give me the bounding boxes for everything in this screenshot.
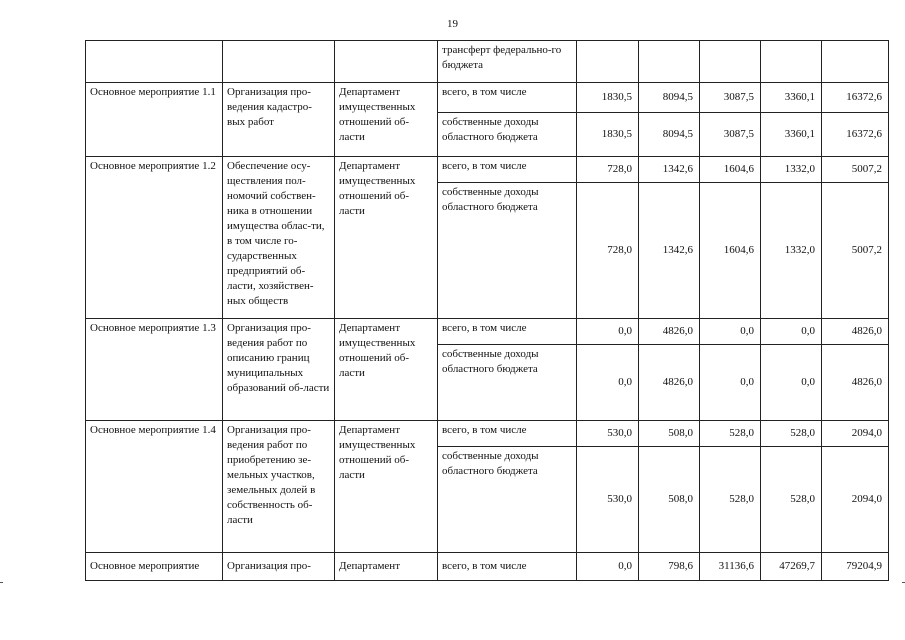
scan-edge-mark-left bbox=[0, 582, 3, 583]
value-cell: 0,0 bbox=[700, 345, 761, 421]
event-executor: Департамент имущественных отношений об-ласти bbox=[335, 319, 438, 421]
value-cell: 4826,0 bbox=[639, 345, 700, 421]
funding-source: всего, в том числе bbox=[438, 421, 577, 447]
value-cell: 3087,5 bbox=[700, 83, 761, 113]
page-number: 19 bbox=[447, 18, 458, 30]
event-title: Основное мероприятие bbox=[86, 553, 223, 581]
value-cell: 31136,6 bbox=[700, 553, 761, 581]
table-cell bbox=[700, 41, 761, 83]
funding-source: всего, в том числе bbox=[438, 553, 577, 581]
value-cell: 528,0 bbox=[761, 447, 822, 553]
value-cell: 508,0 bbox=[639, 421, 700, 447]
table-cell bbox=[822, 41, 889, 83]
value-cell: 728,0 bbox=[577, 183, 639, 319]
value-cell: 528,0 bbox=[761, 421, 822, 447]
funding-source: собственные доходы областного бюджета bbox=[438, 447, 577, 553]
value-cell: 5007,2 bbox=[822, 157, 889, 183]
event-name: Организация про-ведения кадастро-вых работ bbox=[223, 83, 335, 157]
value-cell: 728,0 bbox=[577, 157, 639, 183]
value-cell: 16372,6 bbox=[822, 83, 889, 113]
value-cell: 4826,0 bbox=[822, 319, 889, 345]
funding-source: собственные доходы областного бюджета bbox=[438, 345, 577, 421]
value-cell: 530,0 bbox=[577, 421, 639, 447]
event-executor: Департамент bbox=[335, 553, 438, 581]
value-cell: 1332,0 bbox=[761, 157, 822, 183]
event-executor: Департамент имущественных отношений об-ласти bbox=[335, 157, 438, 319]
value-cell: 8094,5 bbox=[639, 113, 700, 157]
value-cell: 3360,1 bbox=[761, 83, 822, 113]
value-cell: 0,0 bbox=[761, 319, 822, 345]
value-cell: 0,0 bbox=[761, 345, 822, 421]
event-name: Организация про-ведения работ по описанию границ муниципальных образований об-ласти bbox=[223, 319, 335, 421]
table-cell bbox=[577, 41, 639, 83]
value-cell: 798,6 bbox=[639, 553, 700, 581]
value-cell: 5007,2 bbox=[822, 183, 889, 319]
value-cell: 1332,0 bbox=[761, 183, 822, 319]
value-cell: 1830,5 bbox=[577, 83, 639, 113]
value-cell: 16372,6 bbox=[822, 113, 889, 157]
value-cell: 3087,5 bbox=[700, 113, 761, 157]
value-cell: 3360,1 bbox=[761, 113, 822, 157]
table-cell bbox=[223, 41, 335, 83]
table-cell: трансферт федерально-го бюджета bbox=[438, 41, 577, 83]
funding-source: собственные доходы областного бюджета bbox=[438, 113, 577, 157]
event-name: Обеспечение осу-ществления пол-номочий собствен-ника в отношении имущества облас-ти, в том числе го-сударственных предприятий об-ласти, хозяйствен-ных обществ bbox=[223, 157, 335, 319]
funding-source: всего, в том числе bbox=[438, 319, 577, 345]
value-cell: 2094,0 bbox=[822, 421, 889, 447]
funding-source: собственные доходы областного бюджета bbox=[438, 183, 577, 319]
value-cell: 0,0 bbox=[700, 319, 761, 345]
table-cell bbox=[639, 41, 700, 83]
event-name: Организация про- bbox=[223, 553, 335, 581]
event-executor: Департамент имущественных отношений об-ласти bbox=[335, 421, 438, 553]
value-cell: 79204,9 bbox=[822, 553, 889, 581]
value-cell: 2094,0 bbox=[822, 447, 889, 553]
value-cell: 4826,0 bbox=[822, 345, 889, 421]
budget-table bbox=[85, 40, 889, 581]
event-executor: Департамент имущественных отношений об-ласти bbox=[335, 83, 438, 157]
event-name: Организация про-ведения работ по приобретению зе-мельных участков, земельных долей в собственность об-ласти bbox=[223, 421, 335, 553]
table-header-row bbox=[86, 41, 889, 83]
value-cell: 530,0 bbox=[577, 447, 639, 553]
value-cell: 0,0 bbox=[577, 553, 639, 581]
value-cell: 4826,0 bbox=[639, 319, 700, 345]
value-cell: 1604,6 bbox=[700, 157, 761, 183]
funding-source: всего, в том числе bbox=[438, 83, 577, 113]
table-row bbox=[86, 553, 889, 581]
value-cell: 528,0 bbox=[700, 421, 761, 447]
value-cell: 1604,6 bbox=[700, 183, 761, 319]
table-cell bbox=[761, 41, 822, 83]
event-title: Основное мероприятие 1.2 bbox=[86, 157, 223, 319]
table-row bbox=[86, 83, 889, 113]
value-cell: 47269,7 bbox=[761, 553, 822, 581]
value-cell: 508,0 bbox=[639, 447, 700, 553]
value-cell: 528,0 bbox=[700, 447, 761, 553]
table-row bbox=[86, 421, 889, 447]
event-title: Основное мероприятие 1.1 bbox=[86, 83, 223, 157]
table-row bbox=[86, 319, 889, 345]
value-cell: 1342,6 bbox=[639, 183, 700, 319]
table-cell bbox=[335, 41, 438, 83]
value-cell: 8094,5 bbox=[639, 83, 700, 113]
funding-source: всего, в том числе bbox=[438, 157, 577, 183]
value-cell: 1830,5 bbox=[577, 113, 639, 157]
value-cell: 0,0 bbox=[577, 319, 639, 345]
value-cell: 1342,6 bbox=[639, 157, 700, 183]
event-title: Основное мероприятие 1.3 bbox=[86, 319, 223, 421]
event-title: Основное мероприятие 1.4 bbox=[86, 421, 223, 553]
value-cell: 0,0 bbox=[577, 345, 639, 421]
table-row bbox=[86, 157, 889, 183]
table-cell bbox=[86, 41, 223, 83]
